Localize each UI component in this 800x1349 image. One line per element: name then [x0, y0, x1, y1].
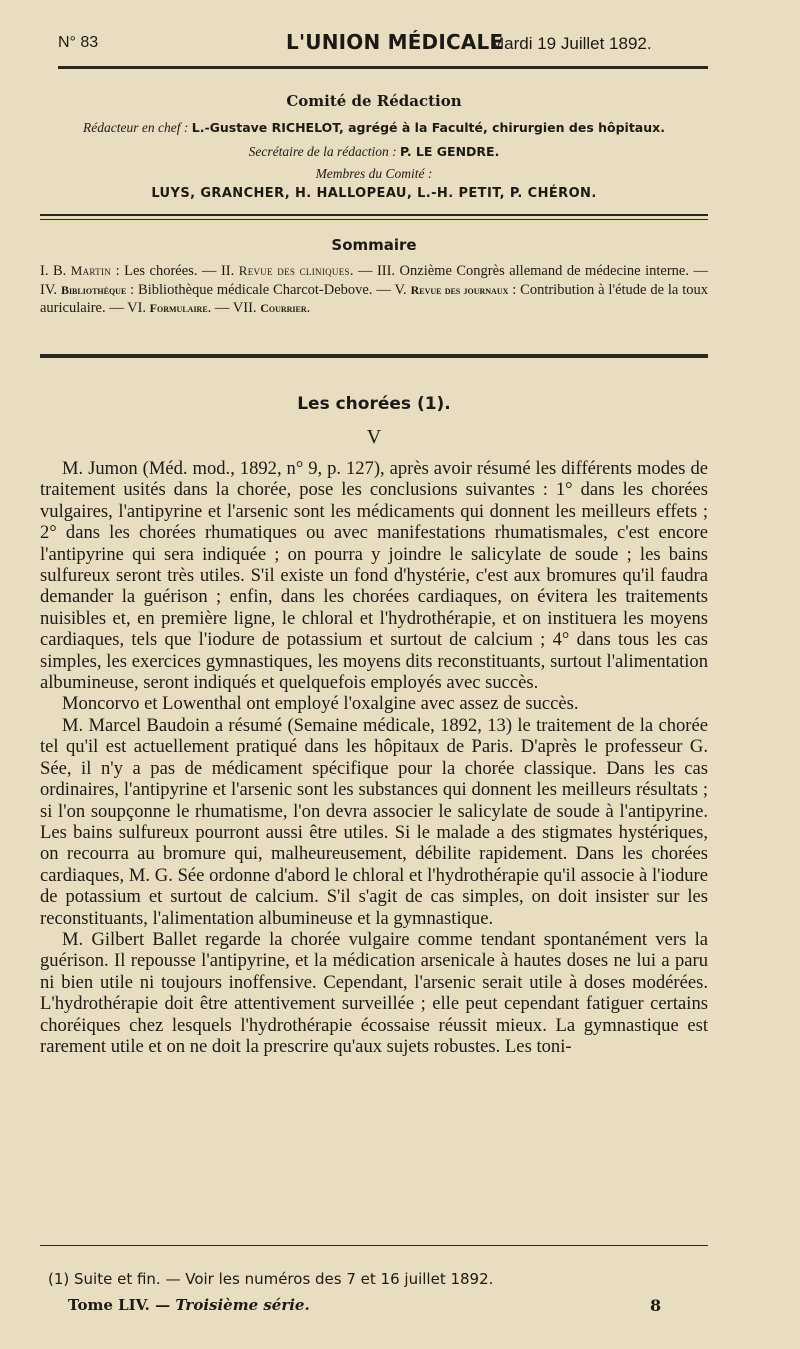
sommaire-title: Sommaire — [331, 236, 417, 254]
article-paragraph: Moncorvo et Lowenthal ont employé l'oxalgine avec assez de succès. — [62, 693, 579, 715]
article-title: Les chorées (1). — [297, 394, 451, 414]
article-part-number: V — [366, 426, 382, 448]
article-body — [40, 458, 708, 1057]
page-number: 8 — [650, 1296, 662, 1315]
sommaire-item: V. Revue des journaux : Contribution à l'étude de la toux auriculaire. — — [40, 281, 709, 316]
redacteur-label: Rédacteur en chef : — [83, 120, 189, 135]
article-paragraph: M. Marcel Baudoin a résumé (Semaine médicale, 1892, 13) le traitement de la chorée tel qu'il est actuellement pratiqué dans les hôpitaux de Paris. D'après le professeur G. Sée, il n'y a pas de médicament spécifique pour la chorée classique. Dans les cas ordinaires, l'antipyrine et l'arsenic sont les substances qui donnent les meilleurs résultats ; si l'on soupçonne le rhumatisme, l'on devra associer le salicylate de soude à l'antipyrine. Les bains sulfureux pourront aussi être utiles. Si le malade a des stigmates hystériques, on recourra au bromure qui, malheureusement, débilite rapidement. Dans les chorées cardiaques, M. G. Sée ordonne d'abord le chloral et l'hydrothérapie qu'il associe à l'iodure de potassium et surtout de calcium. S'il s'agit de cas simples, on doit insister sur les reconstituants, l'alimentation albumineuse et la gymnastique. — [40, 714, 708, 929]
sommaire-item: VII. Courrier. — [232, 300, 311, 316]
journal-title: L'UNION MÉDICALE — [286, 30, 504, 54]
sommaire-item: VI. Formulaire. — — [127, 300, 233, 316]
issue-date: Mardi 19 Juillet 1892. — [490, 34, 652, 53]
header-rule — [58, 66, 708, 69]
membres-label: Membres du Comité : — [315, 166, 433, 181]
sommaire-item: II. Revue des cliniques. — III. Onzième Congrès allemand de médecine interne. — — [220, 263, 708, 279]
sommaire-item: I. B. Martin : Les chorées. — — [40, 263, 221, 279]
sommaire-rule — [40, 354, 708, 358]
footer-volume — [68, 1296, 310, 1314]
secretaire-name: P. LE GENDRE. — [399, 144, 500, 159]
footer-serie: Troisième série. — [175, 1296, 310, 1314]
article-paragraph: M. Jumon (Méd. mod., 1892, n° 9, p. 127), après avoir résumé les différents modes de traitement usités dans la chorée, pose les conclusions suivantes : 1° dans les chorées vulgaires, l'antipyrine et l'arsenic sont les médicaments qui donnent les meilleurs effets ; 2° dans les chorées rhumatiques ou avec manifestations rhumatismales, c'est encore l'antipyrine qui sera indiquée ; on pourra y joindre le salicylate de soude ; les bains sulfureux seront très utiles. S'il existe un fond d'hystérie, c'est aux bromures qu'il faudra demander la guérison ; enfin, dans les chorées cardiaques, on évitera les traitements nuisibles et, en première ligne, le chloral et l'hydrothérapie, et on instituera les moyens cardiaques, tels que l'iodure de potassium et surtout de calcium ; 4° dans tous les cas simples, les exercices gymnastiques, les moyens dits reconstituants, surtout l'alimentation albumineuse, seront indiqués et quelquefois employés avec succès. — [40, 458, 708, 694]
membres-names: LUYS, GRANCHER, H. HALLOPEAU, L.-H. PETIT, P. CHÉRON. — [151, 186, 597, 201]
page-header — [58, 28, 708, 60]
redacteur-name: L.-Gustave RICHELOT, agrégé à la Faculté, chirurgien des hôpitaux. — [191, 120, 665, 135]
divider-bottom — [40, 219, 708, 220]
sommaire-text — [40, 262, 708, 318]
article-paragraph: M. Gilbert Ballet regarde la chorée vulgaire comme tendant spontanément vers la guérison. Il repousse l'antipyrine, et la médication arsenicale à hautes doses ne lui a paru ni bien utile ni toujours inoffensive. Cependant, l'arsenic serait utile à doses modérées. L'hydrothérapie doit être attentivement surveillée ; elle peut cependant fatiguer certains choréiques chez lesquels l'hydrothérapie écossaise réussit mieux. La gymnastique est rarement utile et on ne doit la prescrire qu'aux sujets robustes. Les toni- — [40, 928, 708, 1057]
sommaire-item: IV. Bibliothèque : Bibliothèque médicale Charcot-Debove. — — [40, 281, 395, 298]
comite-title: Comité de Rédaction — [286, 92, 462, 110]
footnote: (1) Suite et fin. — Voir les numéros des 7 et 16 juillet 1892. — [48, 1270, 494, 1288]
secretaire-label: Secrétaire de la rédaction : — [248, 144, 397, 159]
issue-number: N° 83 — [58, 34, 99, 51]
footnote-rule — [40, 1245, 708, 1246]
footer-tome: Tome LIV. — — [68, 1296, 171, 1314]
divider-top — [40, 214, 708, 216]
redacteur-line — [40, 120, 708, 136]
secretaire-line — [40, 144, 708, 160]
